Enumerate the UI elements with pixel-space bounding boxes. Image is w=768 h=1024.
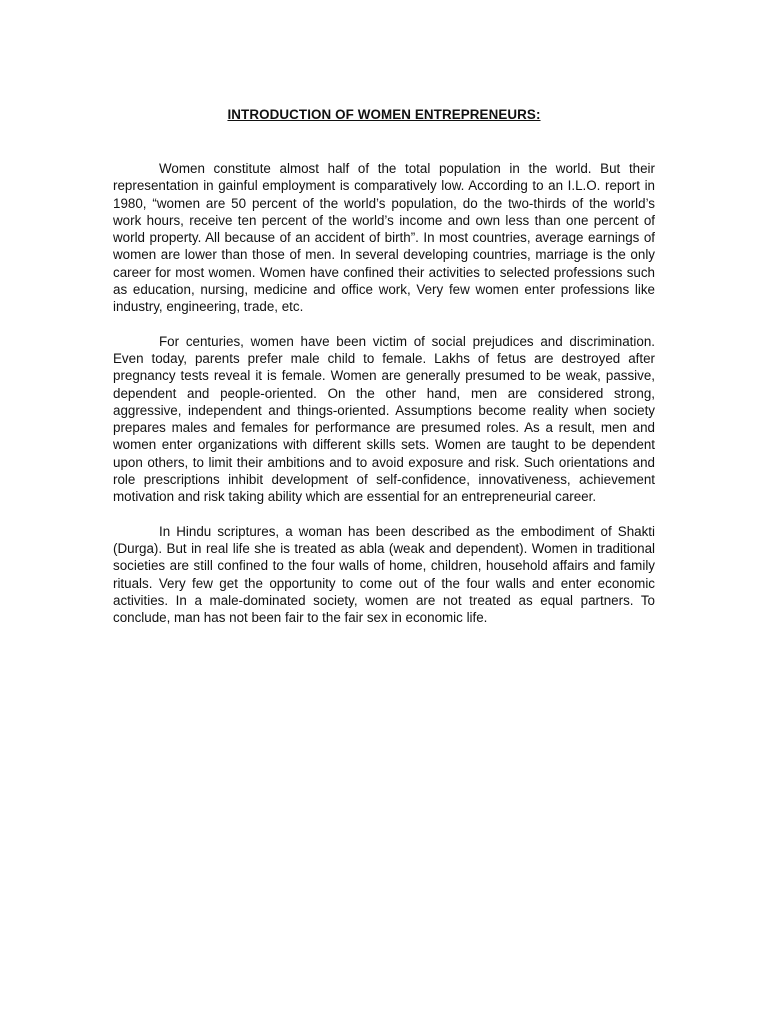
document-body bbox=[113, 160, 655, 643]
document-title: INTRODUCTION OF WOMEN ENTREPRENEURS: bbox=[227, 107, 541, 122]
paragraph-1: Women constitute almost half of the total population in the world. But their representation in gainful employment is comparatively low. According to an I.L.O. report in 1980, “women are 50 percent of the world’s population, do the two-thirds of the world’s work hours, receive ten percent of the world’s income and own less than one percent of world property. All because of an accident of birth”. In most countries, average earnings of women are lower than those of men. In several developing countries, marriage is the only career for most women. Women have confined their activities to selected professions such as education, nursing, medicine and office work, Very few women enter professions like industry, engineering, trade, etc. bbox=[113, 161, 655, 315]
paragraph-2: For centuries, women have been victim of social prejudices and discrimination. Even today, parents prefer male child to female. Lakhs of fetus are destroyed after pregnancy tests reveal it is female. Women are generally presumed to be weak, passive, dependent and people-oriented. On the other hand, men are considered strong, aggressive, independent and things-oriented. Assumptions become reality when society prepares males and females for performance are presumed roles. As a result, men and women enter organizations with different skills sets. Women are taught to be dependent upon others, to limit their ambitions and to avoid exposure and risk. Such orientations and role prescriptions inhibit development of self-confidence, innovativeness, achievement motivation and risk taking ability which are essential for an entrepreneurial career. bbox=[113, 333, 655, 505]
paragraph-3: In Hindu scriptures, a woman has been described as the embodiment of Shakti (Durga). But in real life she is treated as abla (weak and dependent). Women in traditional societies are still confined to the four walls of home, children, household affairs and family rituals. Very few get the opportunity to come out of the four walls and enter economic activities. In a male-dominated society, women are not treated as equal partners. To conclude, man has not been fair to the fair sex in economic life. bbox=[113, 523, 655, 626]
